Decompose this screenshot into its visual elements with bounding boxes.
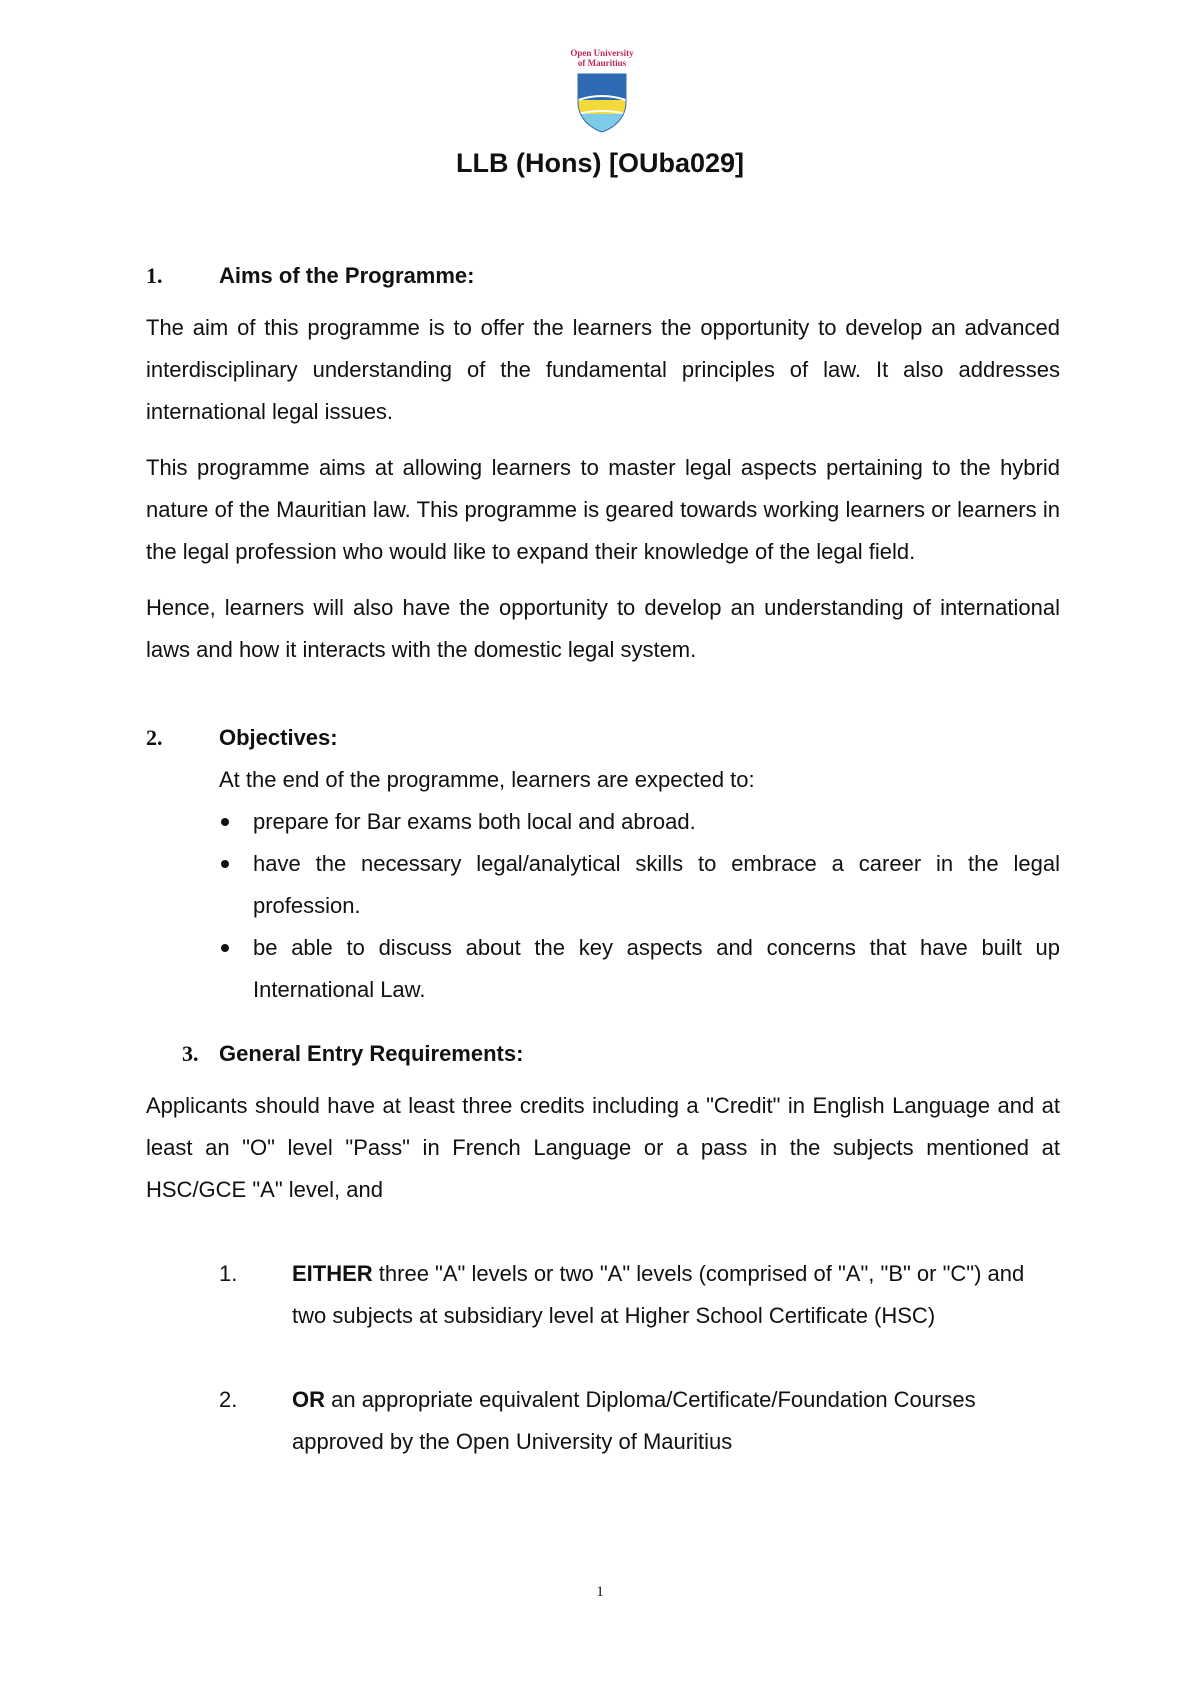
aims-paragraph-2: This programme aims at allowing learners to master legal aspects pertaining to the hybrid nature of the Mauritian law. This programme is geared towards working learners or learners in the legal profession who would like to expand their knowledge of the legal field. [146,455,1060,564]
document-title: LLB (Hons) [OUba029] [455,148,744,178]
logo-text-line1: Open University [570,48,634,58]
section-title: General Entry Requirements: [219,1041,524,1066]
entry-paragraph: Applicants should have at least three credits including a "Credit" in English Language and at least an "O" level "Pass" in French Language or a pass in the subjects mentioned at HSC/GCE "A" level, and [146,1093,1060,1202]
option-body: an appropriate equivalent Diploma/Certificate/Foundation Courses approved by the Open University of Mauritius [292,1387,976,1454]
section-aims-heading [146,255,1060,297]
document-body [146,255,1060,1463]
option-body: three "A" levels or two "A" levels (comprised of "A", "B" or "C") and two subjects at subsidiary level at Higher School Certificate (HSC) [292,1261,1025,1328]
option-number: 2. [219,1387,238,1412]
option-lead: EITHER [292,1261,373,1286]
list-item [219,927,1060,1011]
entry-option-2 [219,1379,1060,1463]
option-text [292,1379,1060,1463]
section-number: 1. [146,263,163,288]
list-item [219,801,1060,843]
option-lead: OR [292,1387,325,1412]
bullet-icon [221,818,229,826]
aims-paragraph-3: Hence, learners will also have the opportunity to develop an understanding of international laws and how it interacts with the domestic legal system. [146,595,1060,662]
objectives-intro: At the end of the programme, learners are expected to: [219,767,755,792]
list-item-text: have the necessary legal/analytical skills to embrace a career in the legal profession. [253,851,1060,918]
section-number: 3. [182,1041,199,1066]
university-logo [570,48,634,134]
section-objectives-heading [146,717,1060,759]
option-number: 1. [219,1261,238,1286]
option-text [292,1253,1060,1337]
section-title: Aims of the Programme: [219,263,475,288]
list-item-text: prepare for Bar exams both local and abroad. [253,809,696,834]
section-entry-heading [182,1033,1060,1075]
page-number: 1 [596,1584,604,1600]
logo-text-line2: of Mauritius [577,58,627,68]
bullet-icon [221,860,229,868]
bullet-icon [221,944,229,952]
aims-paragraph-1: The aim of this programme is to offer the learners the opportunity to develop an advanced interdisciplinary understanding of the fundamental principles of law. It also addresses international legal issues. [146,315,1060,424]
list-item [219,843,1060,927]
list-item-text: be able to discuss about the key aspects and concerns that have built up International Law. [253,935,1060,1002]
section-number: 2. [146,725,163,750]
entry-option-1 [219,1253,1060,1337]
shield-icon [576,72,628,134]
section-title: Objectives: [219,725,338,750]
objectives-list [146,801,1060,1011]
